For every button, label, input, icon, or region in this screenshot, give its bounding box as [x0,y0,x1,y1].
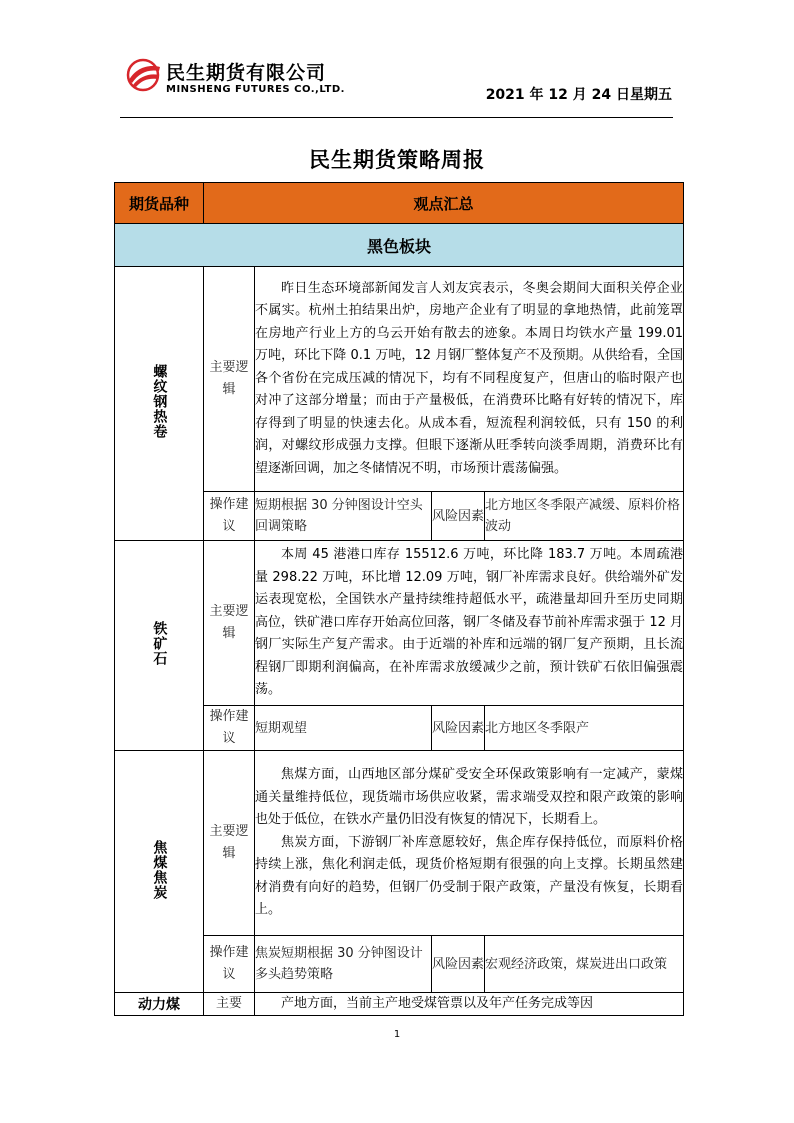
product-thermal-coal: 动力煤 [115,993,204,1016]
header-divider [120,117,673,118]
product-name: 焦煤焦炭 [151,839,168,900]
company-name-cn: 民生期货有限公司 [166,62,327,84]
risk-label: 风险因素 [432,706,485,751]
header-summary: 观点汇总 [204,183,684,224]
logo-mark-icon [126,58,162,92]
logic-paragraph: 昨日生态环境部新闻发言人刘友宾表示，冬奥会期间大面积关停企业不属实。杭州土拍结果出炉，房地产企业有了明显的拿地热情，此前笼罩在房地产行业上方的乌云开始有散去的迹象。本周日均铁水产量 199.01 万吨，环比下降 0.1 万吨，12 月钢厂整体复产不及预期。从供给看，全国各个省份在完成压减的情况下，均有不同程度复产，但唐山的临时限产也对冲了这部分增量；而由于产量极低，在消费环比略有好转的情况下，库存得到了明显的快速去化。从成本看，短流程利润较低，只有 150 的利润，对螺纹形成强力支撑。但眼下逐渐从旺季转向淡季周期，消费环比有望逐渐回调，加之冬储情况不明，市场预计震荡偏强。 [255,280,684,476]
logic-text [255,993,684,1016]
page-number: 1 [393,1029,401,1040]
logic-paragraph: 产地方面，当前主产地受煤管票以及年产任务完成等因 [281,996,594,1011]
logic-text [255,267,684,492]
table-header-row [115,183,684,224]
company-logo [126,58,366,102]
logic-label: 主要逻辑 [204,267,255,492]
table-row [115,267,684,492]
product-name: 螺纹钢热卷 [151,364,168,439]
op-text: 短期根据 30 分钟图设计空头回调策略 [255,492,432,541]
logic-paragraph: 本周 45 港港口库存 15512.6 万吨，环比降 183.7 万吨。本周疏港量 298.22 万吨，环比增 12.09 万吨，钢厂补库需求良好。供给端外矿发运表现宽松，全国铁水产量持续维持超低水平，疏港量却回升至历史同期高位，铁矿港口库存开始高位回落，钢厂冬储及春节前补库需求强于 12 月钢厂实际生产复产需求。由于近端的补库和远端的钢厂复产预期，且长流程钢厂即期利润偏高，在补库需求放缓减少之前，预计铁矿石依旧偏强震荡。 [255,547,684,698]
logic-text [255,541,684,706]
report-date: 2021 年 12 月 24 日星期五 [485,87,672,103]
logic-label: 主要逻辑 [204,751,255,936]
op-text: 短期观望 [255,706,432,751]
risk-label: 风险因素 [432,936,485,993]
table-row [115,993,684,1016]
logic-text [255,751,684,936]
risk-text: 北方地区冬季限产减缓、原料价格波动 [485,492,684,541]
page-title: 民生期货策略周报 [309,148,485,172]
logic-label: 主要逻辑 [204,541,255,706]
risk-text: 宏观经济政策，煤炭进出口政策 [485,936,684,993]
product-coke [115,751,204,993]
strategy-table [114,182,684,1016]
logic-paragraph: 焦炭方面，下游钢厂补库意愿较好，焦企库存保持低位，而原料价格持续上涨，焦化利润走低，现货价格短期有很强的向上支撑。长期虽然建材消费有向好的趋势，但钢厂仍受制于限产政策，产量没有恢复，长期看上。 [255,834,684,918]
op-label: 操作建议 [204,936,255,993]
op-text: 焦炭短期根据 30 分钟图设计多头趋势策略 [255,936,432,993]
op-label: 操作建议 [204,706,255,751]
company-name-en: MINSHENG FUTURES CO.,LTD. [166,84,345,95]
table-row [115,751,684,936]
risk-text: 北方地区冬季限产 [485,706,684,751]
table-row [115,541,684,706]
product-name: 铁矿石 [151,621,168,666]
section-title: 黑色板块 [115,224,684,267]
op-label: 操作建议 [204,492,255,541]
product-rebar [115,267,204,541]
section-row [115,224,684,267]
product-iron-ore [115,541,204,751]
logic-label: 主要 [204,993,255,1016]
header-product: 期货品种 [115,183,204,224]
logic-paragraph: 焦煤方面，山西地区部分煤矿受安全环保政策影响有一定减产，蒙煤通关量维持低位，现货端市场供应收紧，需求端受双控和限产政策的影响也处于低位，在铁水产量仍旧没有恢复的情况下，长期看上。 [255,767,684,828]
risk-label: 风险因素 [432,492,485,541]
